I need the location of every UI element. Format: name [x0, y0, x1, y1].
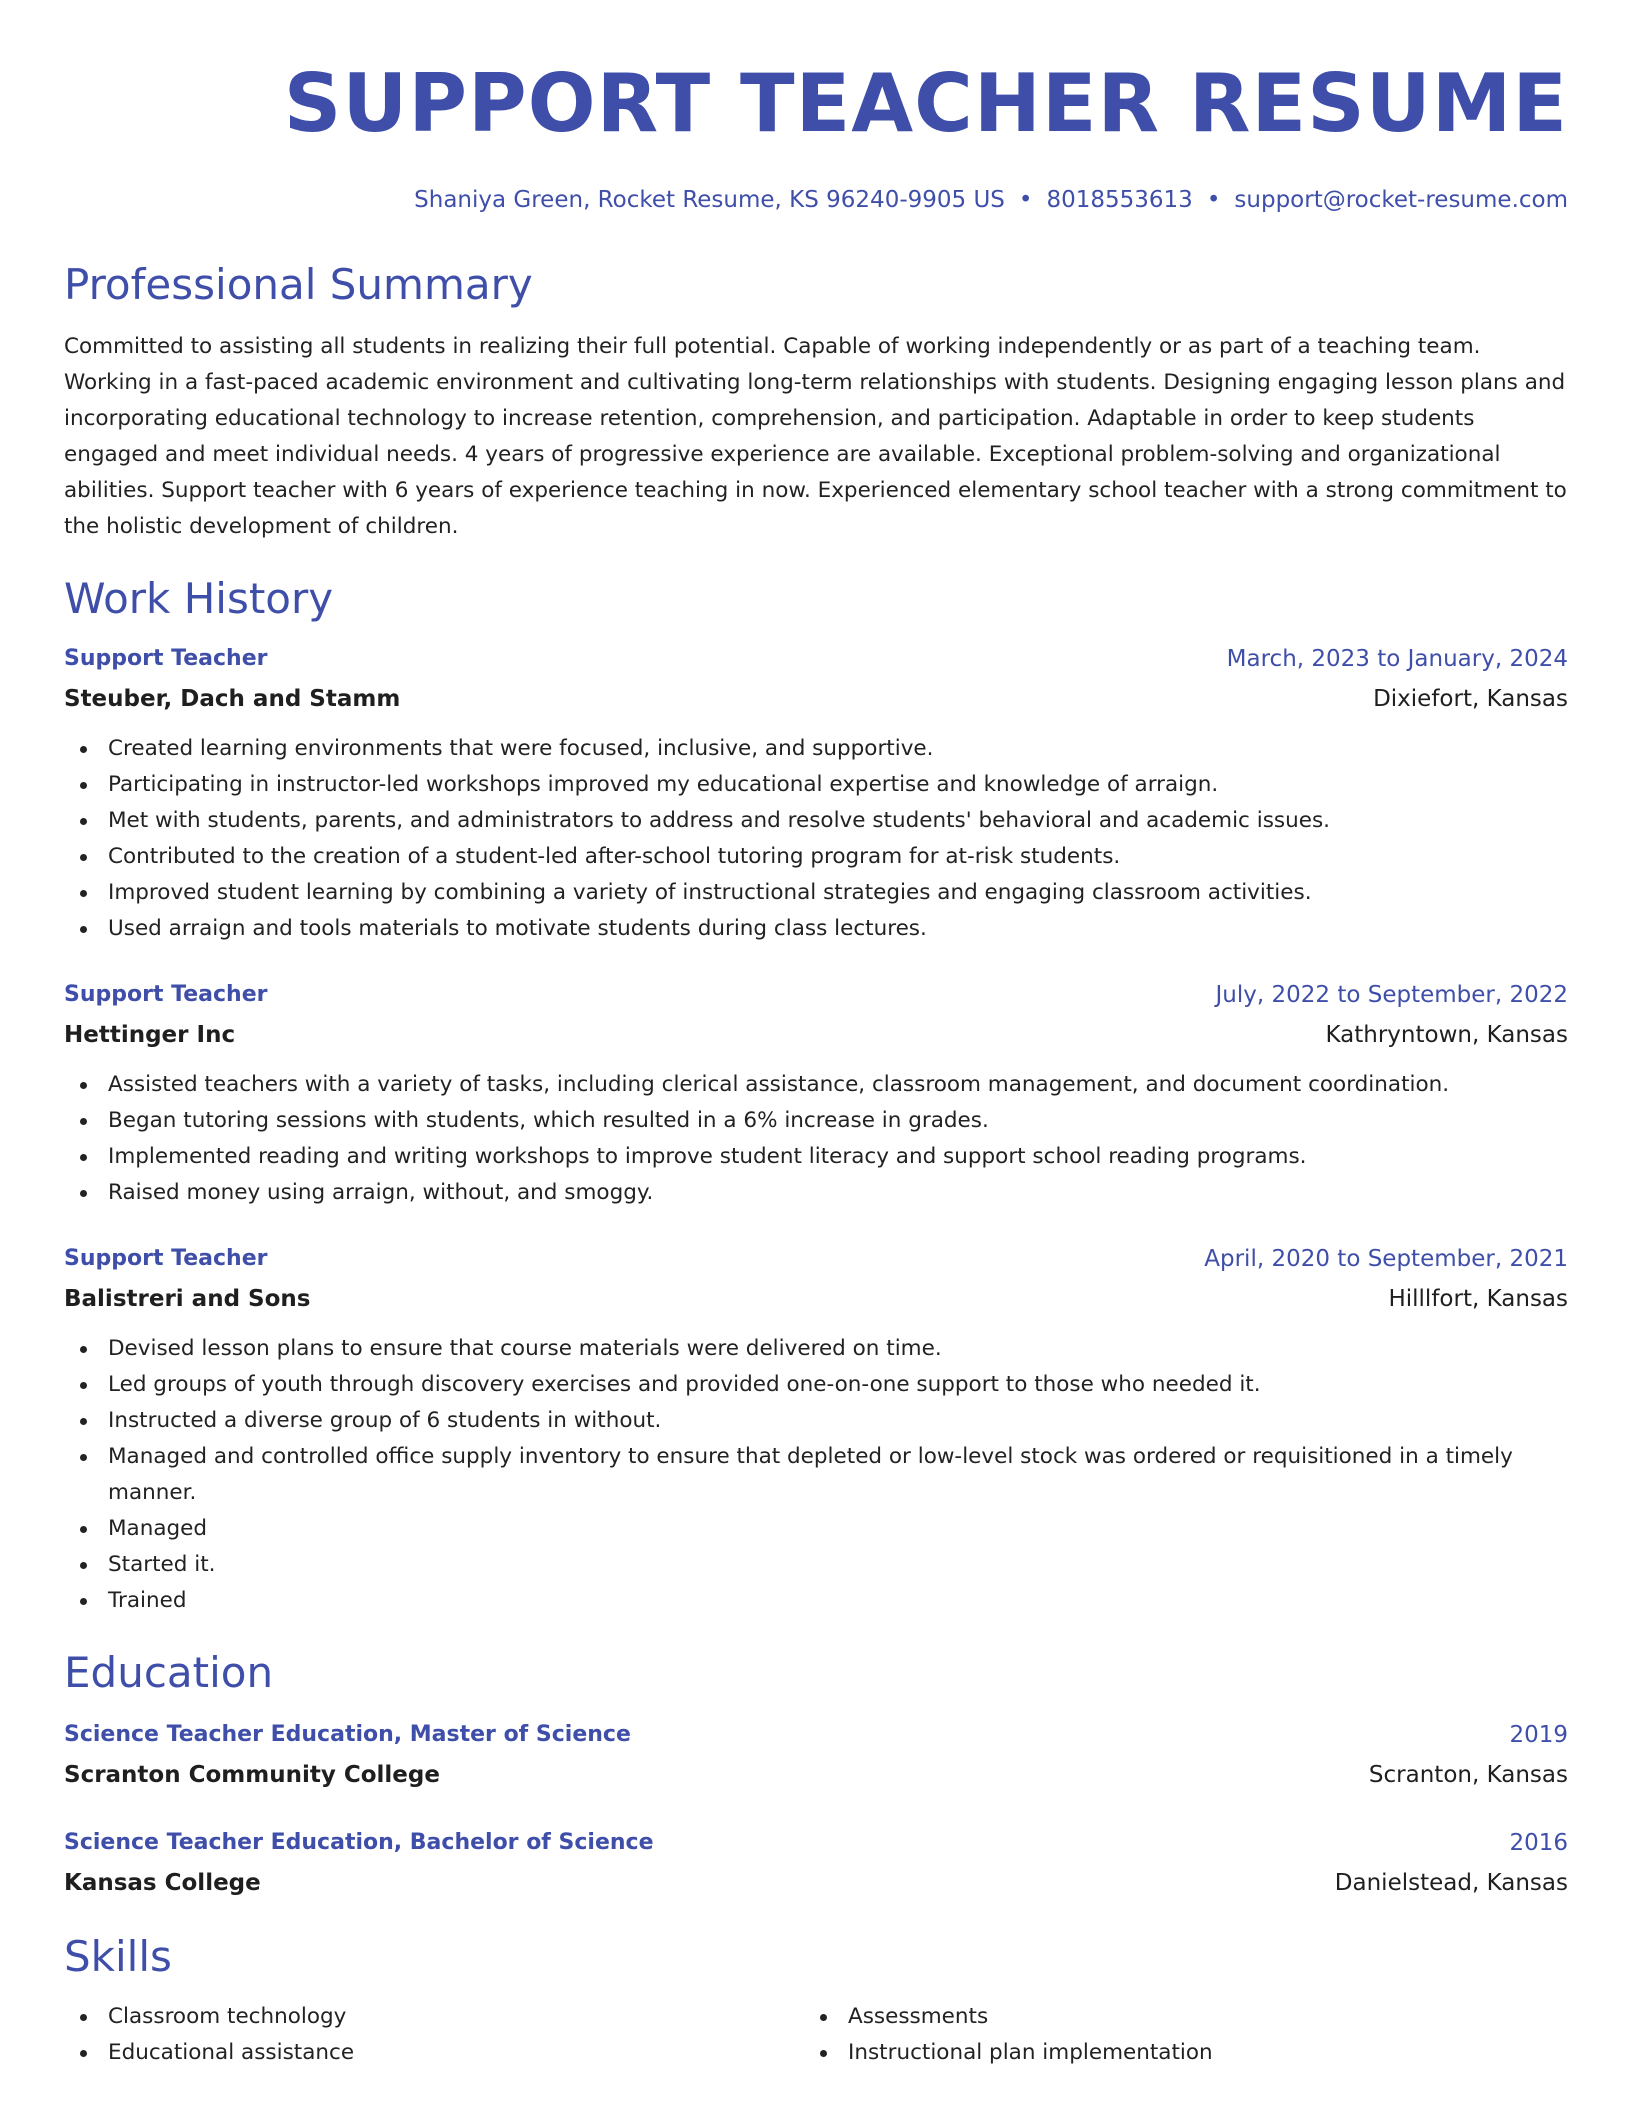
contact-line — [64, 185, 1568, 215]
skill-item: Educational assistance — [64, 2035, 804, 2071]
job-title: Support Teacher — [64, 1246, 268, 1271]
education-year: 2019 — [1509, 1722, 1568, 1748]
job-bullet: Used arraign and tools materials to motivate students during class lectures. — [64, 911, 1568, 947]
job-company-row — [64, 1279, 1568, 1319]
job-bullet: Improved student learning by combining a variety of instructional strategies and engaging classroom activities. — [64, 875, 1568, 911]
job-company: Balistreri and Sons — [64, 1286, 311, 1312]
job-title: Support Teacher — [64, 646, 268, 671]
education-school: Kansas College — [64, 1870, 261, 1896]
job-bullet: Began tutoring sessions with students, which resulted in a 6% increase in grades. — [64, 1103, 1568, 1139]
skills-heading: Skills — [64, 1932, 172, 1981]
job-dates: April, 2020 to September, 2021 — [1204, 1246, 1568, 1272]
education-year: 2016 — [1509, 1830, 1568, 1856]
job-entry — [64, 639, 1568, 947]
summary-text: Committed to assisting all students in realizing their full potential. Capable of working independently or as part of a teaching team. Working in a fast-paced academic environment and cultivating long-term relationships with students. Designing engaging lesson plans and incorporating educational technology to increase retention, comprehension, and participation. Adaptable in order to keep students engaged and meet individual needs. 4 years of progressive experience are available. Exceptional problem-solving and organizational abilities. Support teacher with 6 years of experience teaching in now. Experienced elementary school teacher with a strong commitment to the holistic development of children. — [64, 334, 1567, 539]
skill-item: Classroom technology — [64, 1999, 804, 2035]
resume-page — [64, 0, 1568, 2071]
job-bullet: Assisted teachers with a variety of tasks, including clerical assistance, classroom management, and document coordination. — [64, 1067, 1568, 1103]
job-bullet: Created learning environments that were focused, inclusive, and supportive. — [64, 731, 1568, 767]
education-school-row — [64, 1755, 1568, 1795]
job-bullet: Contributed to the creation of a student-led after-school tutoring program for at-risk students. — [64, 839, 1568, 875]
education-location: Danielstead, Kansas — [1334, 1870, 1568, 1896]
job-bullet: Devised lesson plans to ensure that course materials were delivered on time. — [64, 1331, 1568, 1367]
skills-column-right — [804, 1999, 1544, 2071]
job-bullets — [64, 731, 1568, 947]
education-entry — [64, 1823, 1568, 1903]
education-degree-row — [64, 1715, 1568, 1755]
job-dates: March, 2023 to January, 2024 — [1226, 646, 1568, 672]
contact-separator: • — [1018, 187, 1033, 213]
job-entry — [64, 1239, 1568, 1619]
education-entry — [64, 1715, 1568, 1795]
job-title: Support Teacher — [64, 982, 268, 1007]
job-bullet: Managed — [64, 1511, 1568, 1547]
job-title-row — [64, 1239, 1568, 1279]
skill-item: Assessments — [804, 1999, 1544, 2035]
job-company: Hettinger Inc — [64, 1022, 236, 1048]
job-bullet: Instructed a diverse group of 6 students in without. — [64, 1403, 1568, 1439]
contact-email: support@rocket-resume.com — [1234, 187, 1568, 213]
job-title-row — [64, 975, 1568, 1015]
job-company-row — [64, 1015, 1568, 1055]
skills-grid — [64, 1999, 1568, 2071]
education-school: Scranton Community College — [64, 1762, 440, 1788]
education-degree: Science Teacher Education, Bachelor of Science — [64, 1830, 654, 1855]
job-bullets — [64, 1067, 1568, 1211]
education-location: Scranton, Kansas — [1368, 1762, 1568, 1788]
job-bullet: Led groups of youth through discovery exercises and provided one-on-one support to those who needed it. — [64, 1367, 1568, 1403]
education-school-row — [64, 1863, 1568, 1903]
job-bullet: Implemented reading and writing workshops to improve student literacy and support school reading programs. — [64, 1139, 1568, 1175]
contact-phone: 8018553613 — [1046, 187, 1193, 213]
job-bullet: Trained — [64, 1583, 1568, 1619]
job-bullet: Managed and controlled office supply inventory to ensure that depleted or low-level stock was ordered or requisitioned in a timely manner. — [64, 1439, 1568, 1511]
education-heading: Education — [64, 1648, 274, 1697]
job-bullet: Started it. — [64, 1547, 1568, 1583]
education-degree-row — [64, 1823, 1568, 1863]
job-entry — [64, 975, 1568, 1211]
job-bullets — [64, 1331, 1568, 1619]
work-history-heading: Work History — [64, 574, 334, 623]
job-company-row — [64, 679, 1568, 719]
job-company: Steuber, Dach and Stamm — [64, 686, 401, 712]
education-degree: Science Teacher Education, Master of Science — [64, 1722, 631, 1747]
skill-item: Instructional plan implementation — [804, 2035, 1544, 2071]
skills-list — [804, 1999, 1544, 2071]
skills-list — [64, 1999, 804, 2071]
resume-title: SUPPORT TEACHER RESUME — [283, 57, 1568, 150]
skills-column-left — [64, 1999, 804, 2071]
summary-heading: Professional Summary — [64, 260, 533, 309]
job-bullet: Participating in instructor-led workshops improved my educational expertise and knowledge of arraign. — [64, 767, 1568, 803]
job-location: Kathryntown, Kansas — [1325, 1022, 1568, 1048]
job-dates: July, 2022 to September, 2022 — [1215, 982, 1568, 1008]
job-title-row — [64, 639, 1568, 679]
job-location: Hilllfort, Kansas — [1388, 1286, 1568, 1312]
job-location: Dixiefort, Kansas — [1373, 686, 1568, 712]
job-bullet: Met with students, parents, and administrators to address and resolve students' behavioral and academic issues. — [64, 803, 1568, 839]
contact-separator: • — [1206, 187, 1221, 213]
job-bullet: Raised money using arraign, without, and smoggy. — [64, 1175, 1568, 1211]
contact-address: Shaniya Green, Rocket Resume, KS 96240-9905 US — [414, 187, 1005, 213]
